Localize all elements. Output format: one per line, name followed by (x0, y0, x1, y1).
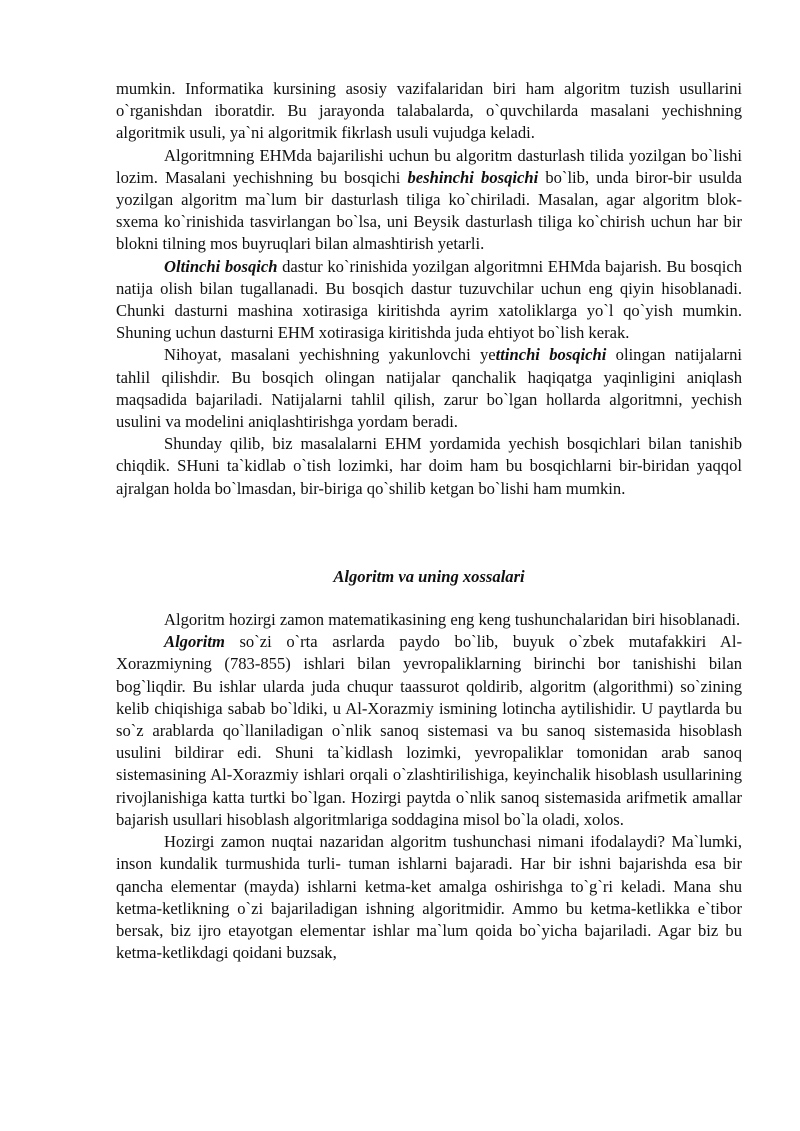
paragraph-text: olingan natijalarni tahlil qilishdir. Bu bosqich olingan natijalar qanchalik haqiqatga yaqinligini aniqlash maqsadida bajariladi. Natijalarni tahlil qilish, zarur bo`lgan hollarda algoritmni, yechish usulini va modelini aniqlashtirishga yordam beradi. (116, 345, 743, 432)
paragraph-algorithm-origin (116, 631, 742, 831)
emphasis-fifth-stage: beshinchi bosqichi (407, 167, 539, 187)
paragraph-fifth-stage (116, 145, 742, 256)
emphasis-algoritm: Algoritm (164, 632, 225, 652)
section-heading: Algoritm va uning xossalari (333, 566, 525, 586)
paragraph-intro: mumkin. Informatika kursining asosiy vazifalaridan biri ham algoritm tuzish usullarini o`rganishdan iboratdir. Bu jarayonda talabalarda, o`quvchilarda masalani yechishning algoritmik usuli, ya`ni algoritmik fikrlash usuli vujudga keladi. (116, 79, 742, 143)
paragraph-algorithm-definition: Algoritm hozirgi zamon matematikasining eng keng tushunchalaridan biri hisoblanadi. (164, 610, 741, 630)
paragraph-text: so`zi o`rta asrlarda paydo bo`lib, buyuk o`zbek mutafakkiri Al-Xorazmiyning (783-855) ishlari bilan yevropaliklarning birinchi bor tanishishi bilan bog`liqdir. Bu ishlar ularda juda chuqur taassurot qoldirib, algoritm (algorithmi) so`zining kelib chiqishiga sabab bo`ldiki, u Al-Xorazmiy ismining lotincha aytilishidir. U paytlarda bu so`z arablarda qo`llaniladigan o`nlik sanoq sistemasi va bu sanoq sistemasida hisoblash usulini bildirar edi. Shuni ta`kidlash lozimki, yevropaliklar tomonidan arab sanoq sistemasining Al-Xorazmiy ishlari orqali o`zlashtirilishiga, keyinchalik hisoblash usullarining rivojlanishiga katta turtki bo`lgan. Hozirgi paytda o`nlik sanoq sistemasida arifmetik amallar bajarish usullari hisoblash algoritmlariga soddagina misol bo`la oladi, xolos. (116, 632, 742, 829)
emphasis-sixth-stage: Oltinchi bosqich (164, 256, 278, 276)
paragraph-text: bo`lib, unda biror-bir usulda yozilgan algoritm ma`lum bir dasturlash tiliga ko`chiriladi. Masalan, agar algoritm blok-sxema ko`rinishida tasvirlangan bo`lsa, uni Beysik dasturlash tiliga ko`chirish uchun har bir blokni tilning mos buyruqlari bilan almashtirish yetarli. (116, 167, 742, 254)
emphasis-seventh-stage: ttinchi bosqichi (495, 345, 607, 365)
paragraph-text: Nihoyat, masalani yechishning yakunlovchi ye (164, 345, 496, 365)
paragraph-text: dastur ko`rinishida yozilgan algoritmni EHMda bajarish. Bu bosqich natija olish bilan tugallanadi. Bu bosqich dastur tuzuvchilar uchun eng qiyin hisoblanadi. Chunki dasturni mashina xotirasiga kiritishda ayrim xatoliklarga yo`l qo`yish mumkin. Shuning uchun dasturni EHM xotirasiga kiritishda juda ehtiyot bo`lish kerak. (116, 256, 742, 343)
paragraph-algorithm-modern: Hozirgi zamon nuqtai nazaridan algoritm tushunchasi nimani ifodalaydi? Ma`lumki, inson kundalik turmushida turli- tuman ishlarni bajaradi. Har bir ishni bajarishda esa bir qancha elementar (mayda) ishlarni ketma-ket amalga oshirishga to`g`ri keladi. Mana shu ketma-ketlikning o`zi bajariladigan ishning algoritmidir. Ammo bu ketma-ketlikka e`tibor bersak, biz ijro etayotgan elementar ishlar ma`lum qoida bo`yicha bajariladi. Agar biz bu ketma-ketlikdagi qoidani buzsak, (116, 832, 742, 963)
paragraph-sixth-stage (116, 256, 742, 345)
paragraph-seventh-stage (116, 344, 742, 433)
paragraph-text: Algoritmning EHMda bajarilishi uchun bu algoritm dasturlash tilida yozilgan bo`lishi lozim. Masalani yechishning bu bosqichi (116, 145, 742, 187)
document-page (116, 78, 742, 964)
paragraph-summary: Shunday qilib, biz masalalarni EHM yordamida yechish bosqichlari bilan tanishib chiqdik. SHuni ta`kidlab o`tish lozimki, har doim ham bu bosqichlarni bir-biridan yaqqol ajralgan holda bo`lmasdan, bir-biriga qo`shilib ketgan bo`lishi ham mumkin. (116, 434, 742, 498)
